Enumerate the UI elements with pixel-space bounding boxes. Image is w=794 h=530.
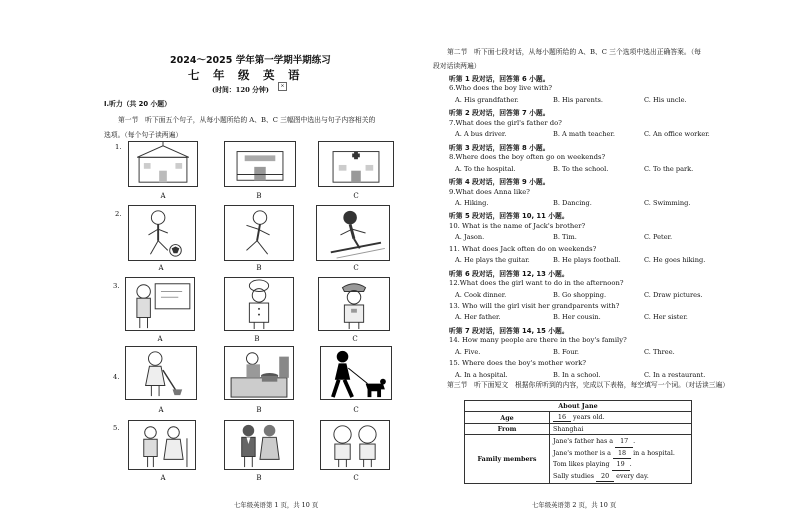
picture-walking-dog[interactable] (320, 346, 392, 400)
part1-heading: I.听力（共 20 小题） (104, 100, 171, 108)
option-label: C (353, 192, 359, 200)
picture-school-gate[interactable] (224, 141, 296, 187)
option-label: A (160, 192, 166, 200)
question-number: 1. (115, 143, 122, 151)
answer-option-a[interactable]: A. Five. (455, 347, 481, 356)
dialogue-heading: 听第 3 段对话，回答第 8 小题。 (449, 143, 550, 152)
family-line-1-post: . (633, 437, 636, 445)
answer-option-b[interactable]: B. Her cousin. (553, 313, 601, 322)
answer-option-b[interactable]: B. Go shopping. (553, 290, 607, 299)
picture-girl-sweeping[interactable] (125, 346, 197, 400)
option-label: B (256, 192, 262, 200)
family-line-2: Jane's mother is a (553, 448, 611, 457)
answer-option-b[interactable]: B. His parents. (553, 95, 603, 104)
answer-option-a[interactable]: A. In a hospital. (455, 370, 508, 379)
option-label: B (254, 335, 260, 343)
picture-skiing[interactable] (316, 205, 390, 261)
dialogue-heading: 听第 5 段对话，回答第 10, 11 小题。 (449, 212, 569, 221)
question-text: 7.What does the girl's father do? (449, 118, 562, 127)
answer-option-a[interactable]: A. Jason. (455, 233, 485, 242)
answer-option-c[interactable]: C. To the park. (644, 164, 694, 173)
question-text: 6.Who does the boy live with? (449, 84, 553, 93)
option-label: B (256, 264, 262, 272)
table-title: About Jane (465, 401, 692, 412)
question-number: 5. (113, 424, 120, 432)
picture-cooking-kitchen[interactable] (224, 346, 294, 400)
picture-children[interactable] (320, 420, 390, 470)
blank-16[interactable]: 16 (553, 413, 571, 422)
answer-option-c[interactable]: C. In a restaurant. (644, 370, 706, 379)
question-text: 9.What does Anna like? (449, 187, 530, 196)
family-cell (550, 435, 692, 484)
section1-instruction: 第一节 听下面五个句子，从每小题所给的 A、B、C 三幅图中选出与句子内容相关的 (118, 116, 376, 124)
from-label: From (465, 424, 550, 435)
answer-option-c[interactable]: C. Draw pictures. (644, 290, 703, 299)
image-placeholder-icon: × (278, 82, 287, 91)
picture-police-officer[interactable] (318, 277, 390, 331)
blank-19[interactable]: 19 (612, 459, 630, 471)
blank-17[interactable]: 17 (615, 436, 633, 448)
answer-option-c[interactable]: C. Three. (644, 347, 675, 356)
age-label: Age (465, 412, 550, 424)
subject-title: 七 年 级 英 语 (188, 68, 301, 82)
picture-boy-football[interactable] (128, 205, 196, 261)
question-text: 11. What does Jack often do on weekends? (449, 244, 597, 253)
picture-school-building[interactable] (128, 141, 198, 187)
question-text: 12.What does the girl want to do in the afternoon? (449, 279, 624, 288)
page-footer-right: 七年级英语第 2 页，共 10 页 (532, 501, 617, 509)
question-text: 13. Who will the girl visit her grandparents with? (449, 302, 620, 310)
question-number: 4. (113, 373, 120, 381)
family-line-4-post: every day. (616, 471, 649, 480)
exam-title: 2024～2025 学年第一学期半期练习 (170, 55, 331, 66)
dialogue-heading: 听第 2 段对话，回答第 7 小题。 (449, 109, 550, 118)
question-text: 10. What is the name of Jack's brother? (449, 221, 586, 230)
answer-option-c[interactable]: C. Peter. (644, 233, 673, 242)
dialogue-heading: 听第 7 段对话，回答第 14, 15 小题。 (449, 326, 569, 335)
from-value: Shanghai (550, 424, 692, 435)
answer-option-b[interactable]: B. To the school. (553, 164, 609, 173)
answer-option-a[interactable]: A. He plays the guitar. (455, 256, 530, 265)
picture-grandparents[interactable] (128, 420, 196, 470)
answer-option-b[interactable]: B. Dancing. (553, 198, 592, 207)
answer-option-b[interactable]: B. A math teacher. (553, 130, 615, 139)
family-line-3: Tom likes playing (553, 460, 610, 468)
option-label: B (256, 474, 262, 482)
section2-instruction-cont: 段对话读两遍） (433, 62, 481, 70)
answer-option-a[interactable]: A. To the hospital. (455, 164, 516, 173)
blank-18[interactable]: 18 (613, 448, 631, 460)
age-cell (550, 412, 692, 424)
answer-option-b[interactable]: B. In a school. (553, 370, 601, 379)
answer-option-b[interactable]: B. He plays football. (553, 256, 621, 265)
answer-option-b[interactable]: B. Tim. (553, 233, 577, 242)
question-text: 14. How many people are there in the boy's family? (449, 336, 627, 345)
page-footer-left: 七年级英语第 1 页，共 10 页 (234, 501, 319, 509)
answer-option-a[interactable]: A. His grandfather. (455, 95, 519, 104)
option-label: B (256, 406, 262, 414)
option-label: A (157, 335, 163, 343)
picture-teacher-blackboard[interactable] (125, 277, 195, 331)
question-number: 3. (113, 282, 120, 290)
about-jane-table (464, 400, 692, 484)
dialogue-heading: 听第 6 段对话，回答第 12, 13 小题。 (449, 269, 569, 278)
answer-option-b[interactable]: B. Four. (553, 347, 579, 356)
picture-hospital[interactable] (318, 141, 394, 187)
answer-option-c[interactable]: C. His uncle. (644, 95, 687, 104)
answer-option-a[interactable]: A. A bus driver. (455, 130, 507, 139)
answer-option-a[interactable]: A. Hiking. (455, 198, 489, 207)
dialogue-heading: 听第 1 段对话，回答第 6 小题。 (449, 75, 550, 83)
section3-instruction: 第三节 听下面短文 根据你所听到的内容，完成以下表格，每空填写一个词。（对话读三遍） (447, 381, 730, 389)
option-label: A (160, 474, 166, 482)
question-number: 2. (115, 210, 122, 218)
family-line-3-post: . (629, 460, 632, 468)
time-limit: (时间：120 分钟) (212, 86, 269, 94)
answer-option-a[interactable]: A. Cook dinner. (455, 290, 507, 299)
option-label: C (353, 474, 359, 482)
option-label: C (352, 335, 358, 343)
answer-option-c[interactable]: C. Her sister. (644, 313, 688, 322)
option-label: C (353, 406, 359, 414)
dialogue-heading: 听第 4 段对话，回答第 9 小题。 (449, 178, 550, 187)
option-label: A (158, 406, 164, 414)
answer-option-c[interactable]: C. He goes hiking. (644, 256, 706, 265)
family-line-4: Sally studies (553, 471, 595, 480)
section2-instruction: 第二节 听下面七段对话，从每小题所给的 A、B、C 三个选项中选出正确答案。（每 (447, 48, 701, 56)
picture-parents[interactable] (224, 420, 294, 470)
answer-option-a[interactable]: A. Her father. (455, 313, 501, 322)
family-label: Family members (465, 435, 550, 484)
section1-instruction-cont: 选项。（每个句子读两遍） (104, 131, 183, 139)
age-post: years old. (573, 413, 605, 421)
option-label: A (158, 264, 164, 272)
family-line-2-post: in a hospital. (633, 448, 675, 457)
blank-20[interactable]: 20 (596, 471, 614, 483)
family-line-1: Jane's father has a (553, 437, 614, 445)
question-text: 15. Where does the boy's mother work? (449, 359, 586, 368)
option-label: C (353, 264, 359, 272)
answer-option-c[interactable]: C. An office worker. (644, 130, 710, 139)
picture-boy-running[interactable] (224, 205, 294, 261)
question-text: 8.Where does the boy often go on weekends? (449, 153, 606, 162)
picture-cook[interactable] (224, 277, 294, 331)
answer-option-c[interactable]: C. Swimming. (644, 198, 691, 207)
